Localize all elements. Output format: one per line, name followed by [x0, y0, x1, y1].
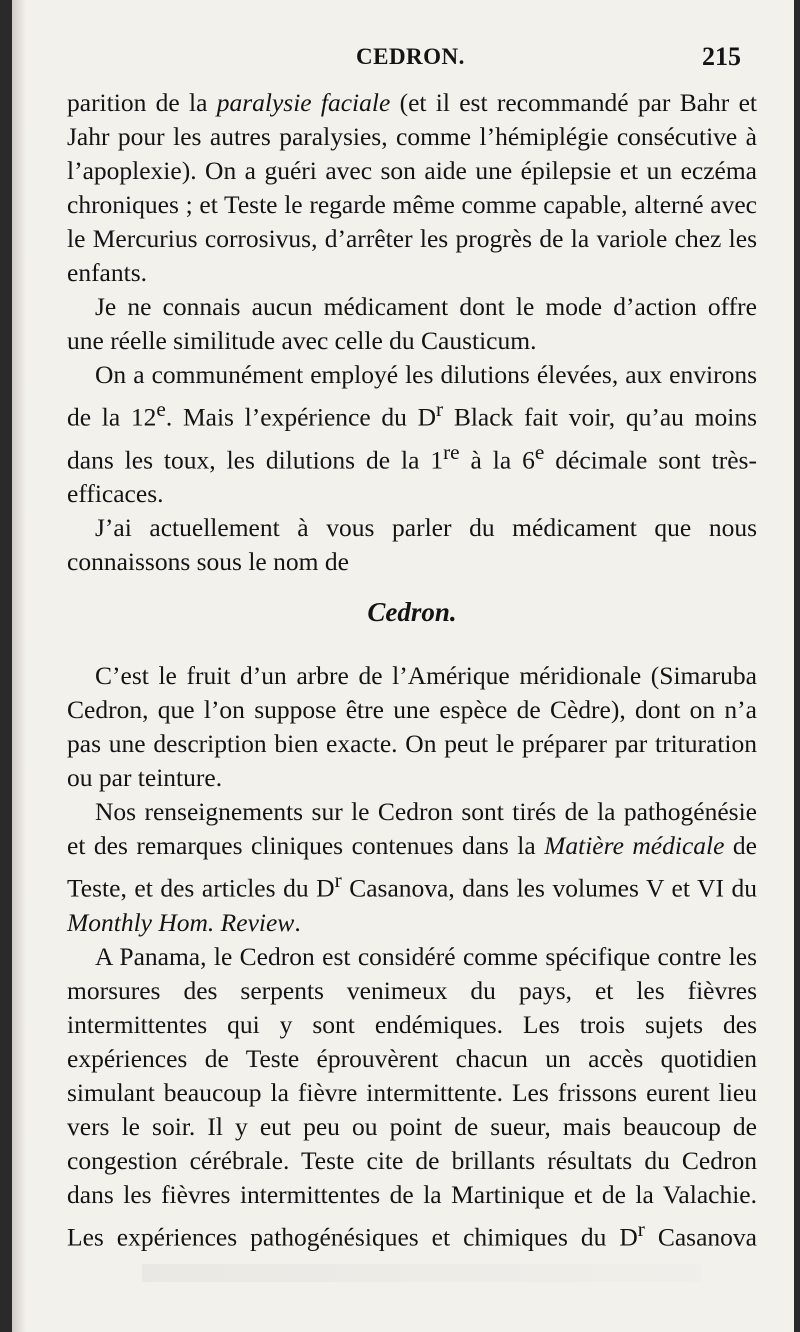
emphasis-matiere-medicale: Matière médicale [544, 831, 725, 860]
paragraph-1: parition de la paralysie faciale (et il est recommandé par Bahr et Jahr pour les autres paralysies, comme l’hémiplégie consécutive à l’apoplexie). On a guéri avec son aide une épilepsie et un eczéma chroniques ; et Teste le regarde même comme capable, alterné avec le Mercurius corrosivus, d’arrêter les progrès de la variole chez les enfants. [67, 88, 757, 287]
paragraph-3: On a communément employé les dilutions élevées, aux environs de la 12e. Mais l’expérience du $D^r$ Black fait voir, qu’au moins dans les toux, les dilutions de la 1re à la 6e décimale sont très-efficaces. [67, 360, 757, 508]
page-gutter-shadow [12, 0, 26, 1332]
paragraph-2: Je ne connais aucun médicament dont le mode d’action offre une réelle similitude avec celle du Causticum. [67, 292, 757, 355]
page-number: 215 [702, 42, 741, 71]
paragraph-4: J’ai actuellement à vous parler du médicament que nous connaissons sous le nom de [67, 513, 757, 576]
section-heading: Cedron. [367, 597, 457, 627]
running-head [12, 40, 794, 76]
paragraph-7: A Panama, le Cedron est considéré comme spécifique contre les morsures des serpents venimeux du pays, et les fièvres intermittentes qui y sont endémiques. Les trois sujets des expériences de Teste éprouvèrent chacun un accès quotidien simulant beaucoup la fièvre intermittente. Les frissons eurent lieu vers le soir. Il y eut peu ou point de sueur, mais beaucoup de congestion cérébrale. Teste cite de brillants résultats du Cedron dans les fièvres intermittentes de la Martinique et de la Valachie. Les expériences pathogénésiques et chimiques du $D^r$ Casanova [67, 941, 757, 1251]
running-title: CEDRON. [356, 44, 465, 69]
paragraph-6: Nos renseignements sur le Cedron sont tirés de la pathogénésie et des remarques cliniques contenues dans la Matière médicale de Teste, et des articles du $D^r$ Casanova, dans les volumes V et VI du Monthly Hom. Review. [67, 797, 757, 937]
emphasis-monthly-hom-review: Monthly Hom. Review [67, 907, 295, 937]
emphasis-paralysie-faciale: paralysie faciale [216, 88, 391, 117]
book-page [12, 0, 794, 1332]
paragraph-5: C’est le fruit d’un arbre de l’Amérique méridionale (Simaruba Cedron, que l’on suppose être une espèce de Cèdre), dont on n’a pas une description bien exacte. On peut le préparer par trituration ou par teinture. [67, 661, 757, 792]
body-text [67, 86, 757, 1288]
